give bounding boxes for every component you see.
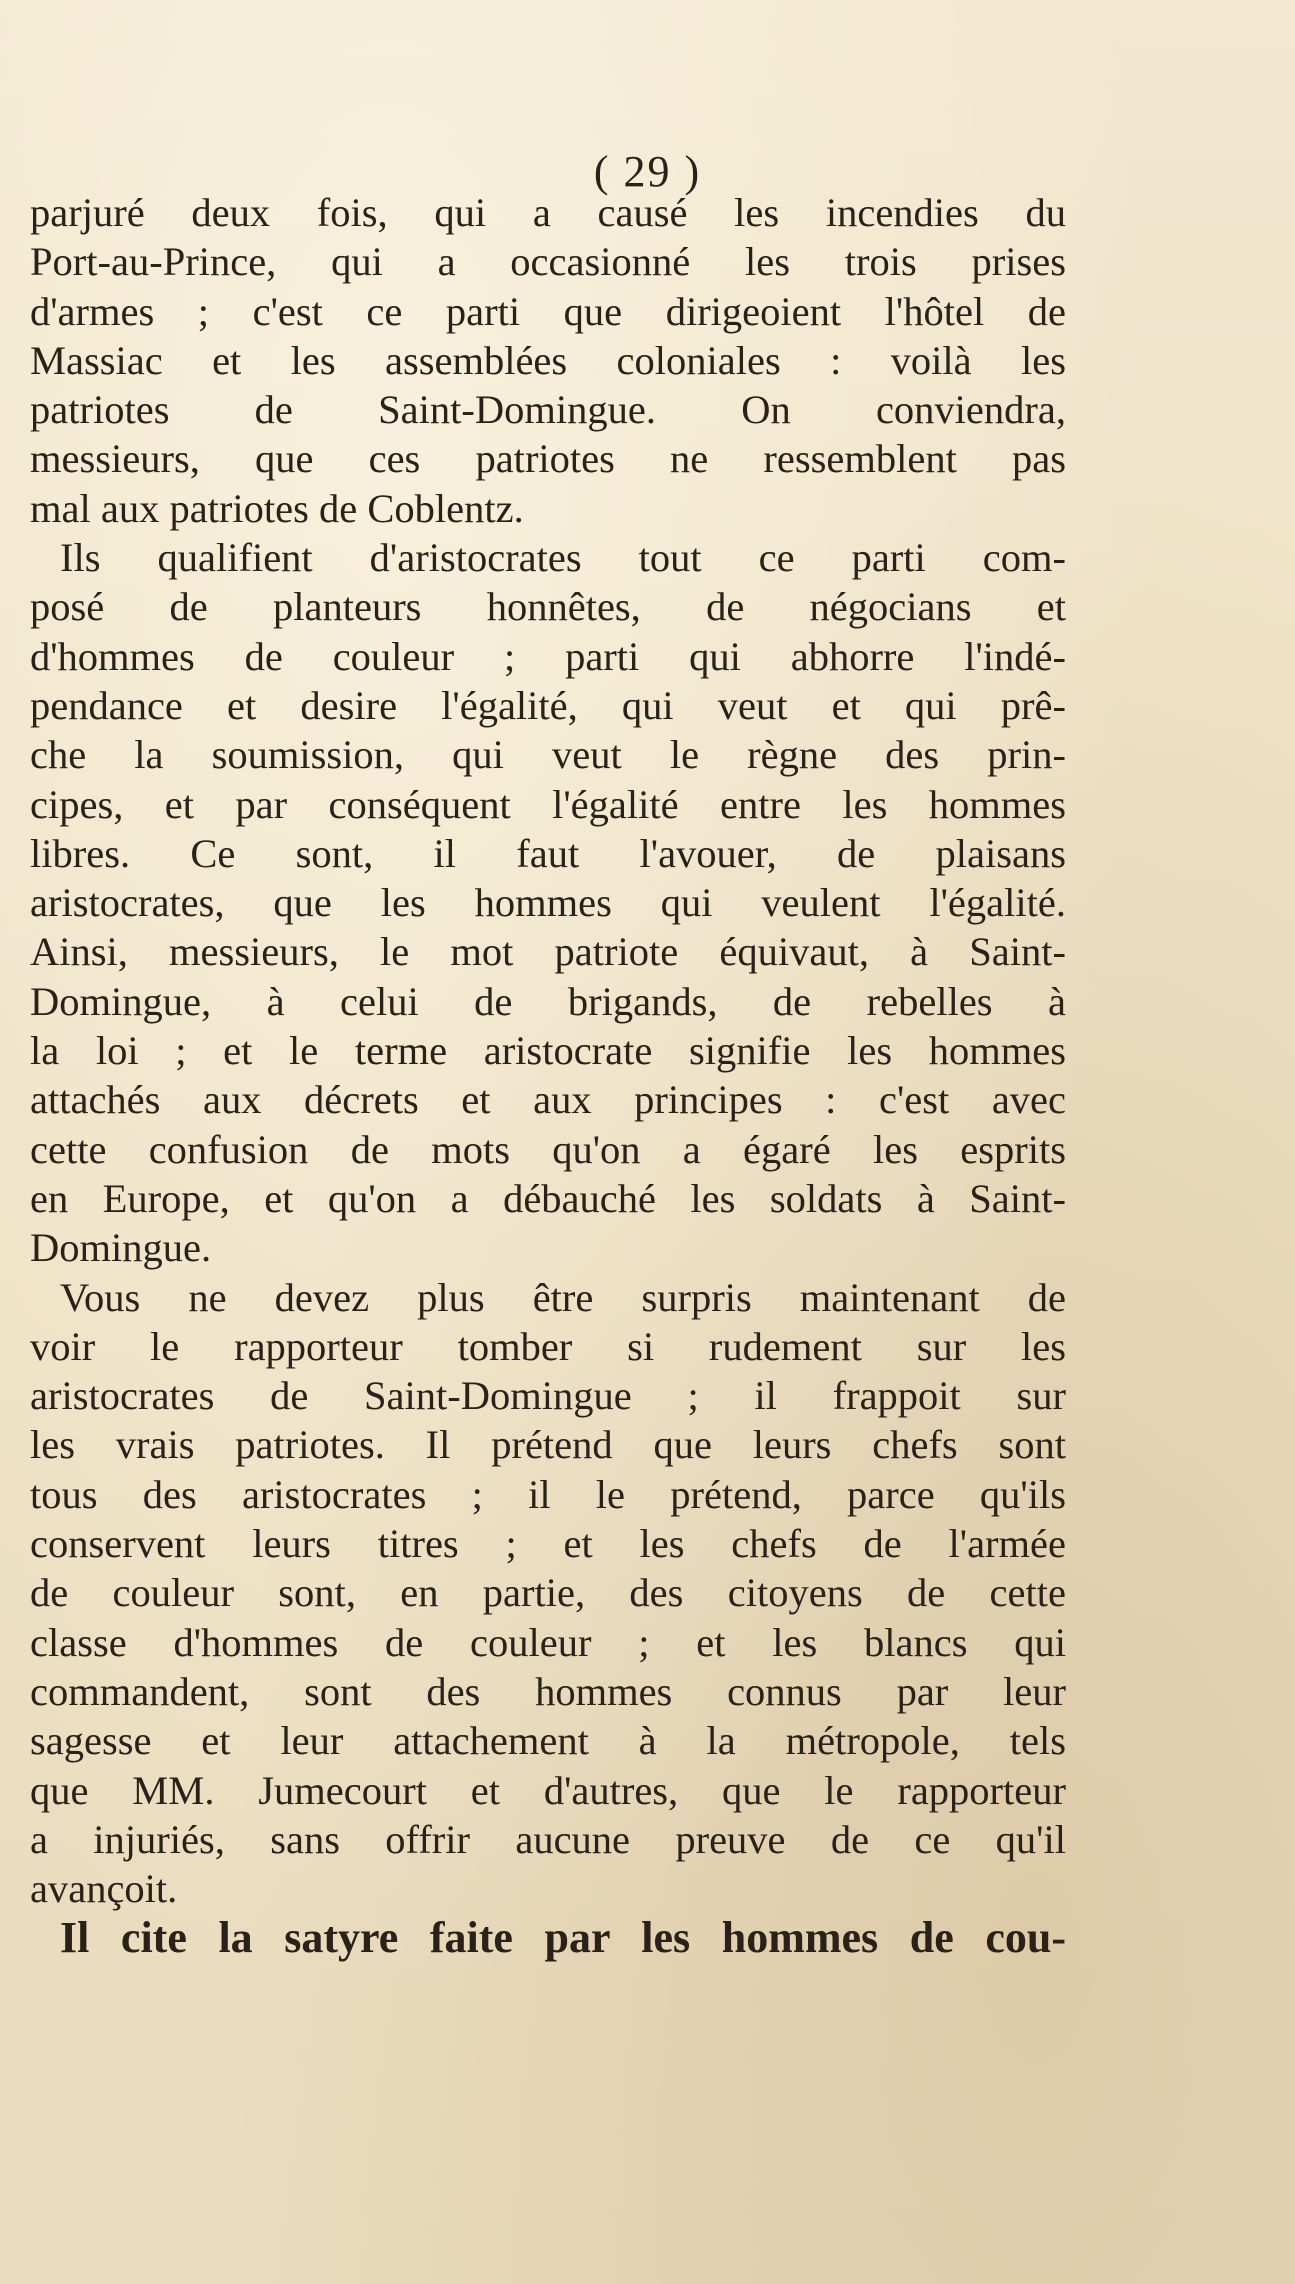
text-line: Massiac et les assemblées coloniales : voilà les (30, 337, 1066, 383)
text-line: conservent leurs titres ; et les chefs de l'armée (30, 1521, 1066, 1567)
text-line: patriotes de Saint-Domingue. On conviendra, (30, 387, 1066, 433)
text-line: Domingue, à celui de brigands, de rebelles à (30, 978, 1066, 1024)
text-line: Vous ne devez plus être surpris maintenant de (60, 1274, 1066, 1320)
text-line: d'armes ; c'est ce parti que dirigeoient l'hôtel de (30, 288, 1066, 334)
text-line: a injuriés, sans offrir aucune preuve de ce qu'il (30, 1816, 1066, 1862)
text-line: posé de planteurs honnêtes, de négocians et (30, 584, 1066, 630)
text-line: commandent, sont des hommes connus par leur (30, 1668, 1066, 1714)
text-line: les vrais patriotes. Il prétend que leurs chefs sont (30, 1422, 1066, 1468)
text-line: cette confusion de mots qu'on a égaré les esprits (30, 1126, 1066, 1172)
text-line: messieurs, que ces patriotes ne ressemblent pas (30, 436, 1066, 482)
text-line: Domingue. (30, 1225, 212, 1271)
page-number: ( 29 ) (593, 147, 702, 196)
text-line: Ainsi, messieurs, le mot patriote équivaut, à Saint- (30, 929, 1066, 975)
text-line: la loi ; et le terme aristocrate signifie les hommes (30, 1028, 1066, 1074)
text-line: classe d'hommes de couleur ; et les blancs qui (30, 1619, 1066, 1665)
text-line: avançoit. (30, 1866, 178, 1912)
text-line: pendance et desire l'égalité, qui veut et qui prê- (30, 682, 1066, 728)
text-line: che la soumission, qui veut le règne des prin- (30, 732, 1066, 778)
text-line: attachés aux décrets et aux principes : c'est avec (30, 1077, 1066, 1123)
text-line: parjuré deux fois, qui a causé les incendies du (30, 190, 1066, 235)
text-line: libres. Ce sont, il faut l'avouer, de plaisans (30, 830, 1066, 876)
text-line: Port-au-Prince, qui a occasionné les trois prises (30, 239, 1066, 285)
text-line: tous des aristocrates ; il le prétend, parce qu'ils (30, 1471, 1066, 1517)
text-line: Ils qualifient d'aristocrates tout ce parti com- (60, 535, 1066, 581)
body-text (30, 188, 1066, 1963)
text-line: cipes, et par conséquent l'égalité entre les hommes (30, 781, 1066, 827)
text-line: voir le rapporteur tomber si rudement sur les (30, 1323, 1066, 1369)
text-line: aristocrates de Saint-Domingue ; il frappoit sur (30, 1373, 1066, 1419)
text-line: mal aux patriotes de Coblentz. (30, 485, 524, 531)
text-line: de couleur sont, en partie, des citoyens de cette (30, 1570, 1066, 1616)
text-line: d'hommes de couleur ; parti qui abhorre l'indé- (30, 633, 1066, 679)
text-line: aristocrates, que les hommes qui veulent l'égalité. (30, 880, 1066, 926)
text-line: en Europe, et qu'on a débauché les soldats à Saint- (30, 1175, 1066, 1221)
text-line: Il cite la satyre faite par les hommes de cou- (60, 1913, 1066, 1963)
text-line: sagesse et leur attachement à la métropole, tels (30, 1718, 1066, 1764)
text-line: que MM. Jumecourt et d'autres, que le rapporteur (30, 1767, 1066, 1813)
